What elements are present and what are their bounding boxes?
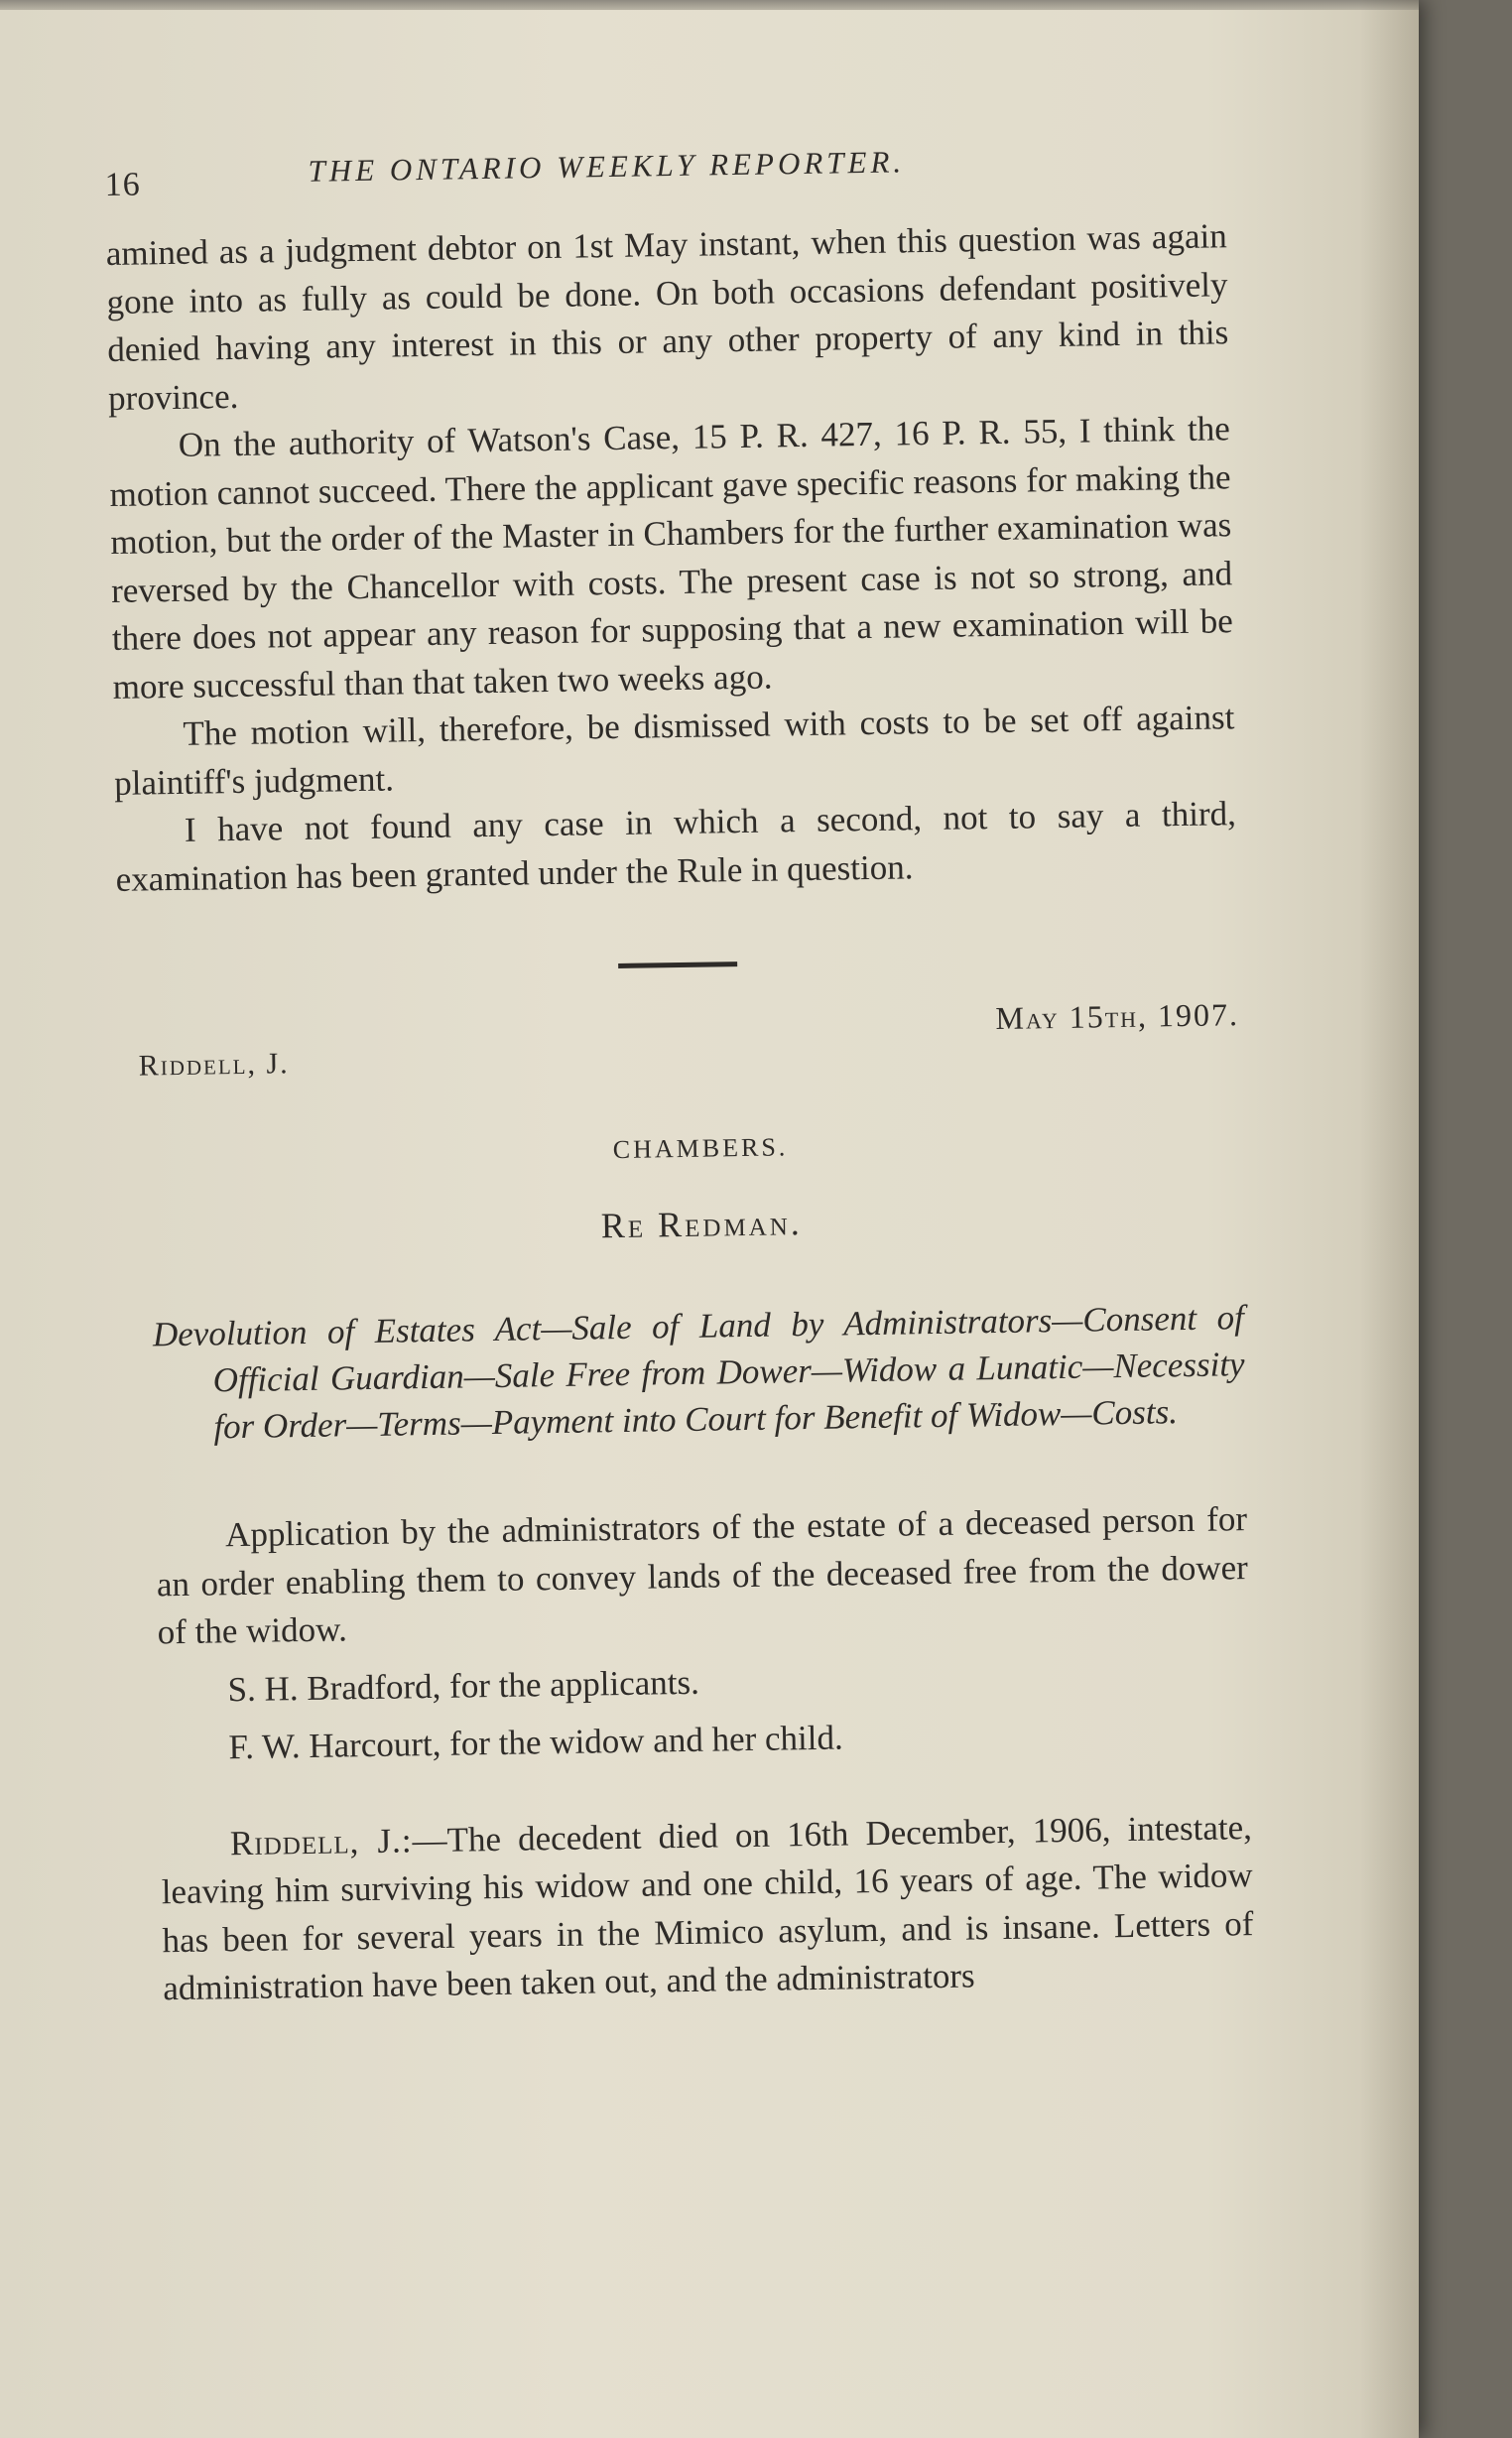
case-title: Re Redman. [600, 1203, 804, 1246]
counsel-applicants: S. H. Bradford, for the applicants. [227, 1662, 700, 1709]
court-label: CHAMBERS. [612, 1132, 789, 1165]
case-date: May 15th, 1907. [995, 996, 1240, 1036]
paragraph-authority: On the authority of Watson's Case, 15 P. R. 427, 16 P. R. 55, I think the motion cannot succeed. There the applicant gave specific reasons for making the motion, but the order of the Master in Chambers for the further examination was reversed by the Chancellor with costs. The present case is not so strong, and there does not appear any reason for supposing that a new examination will be more successful than that taken two weeks ago. [109, 409, 1234, 706]
binding-shadow [1359, 0, 1419, 2438]
application-paragraph: Application by the administrators of the estate of a deceased person for an order enabling them to convey lands of the deceased free from the dower of the widow. [156, 1499, 1249, 1652]
judge-name: Riddell, J. [138, 1047, 290, 1083]
section-divider [618, 962, 737, 968]
judgment-paragraph [161, 1804, 1255, 2013]
judgment-text: —The decedent died on 16th December, 1906, intestate, leaving him surviving his widow and one child, 16 years of age. The widow has been for several years in the Mimico asylum, and is insane. Letters of administration have been taken out, and the administrators [161, 1807, 1254, 2008]
counsel-widow: F. W. Harcourt, for the widow and her child. [228, 1718, 843, 1767]
page-top-edge [0, 0, 1419, 10]
paragraph-not-found: I have not found any case in which a second, not to say a third, examination has been granted under the Rule in question. [115, 794, 1237, 899]
paragraph-dismissed: The motion will, therefore, be dismissed with costs to be set off against plaintiff's judgment. [113, 698, 1235, 803]
case-line [118, 996, 1240, 1103]
running-head [104, 121, 1226, 203]
page-content [104, 121, 1255, 2013]
page-number: 16 [104, 166, 142, 203]
paragraph-continuation: amined as a judgment debtor on 1st May instant, when this question was again gone into as fully as could be done. On both occasions defendant positively denied having any interest in this or any other property of any kind in this province. [105, 216, 1229, 418]
headnote: Devolution of Estates Act—Sale of Land by Administrators—Consent of Official Guardian—Sale Free from Dower—Widow a Lunatic—Necessity for Order—Terms—Payment into Court for Benefit of Widow—Costs. [152, 1298, 1245, 1447]
journal-title: THE ONTARIO WEEKLY REPORTER. [308, 144, 906, 189]
judgment-judge: Riddell, J.: [229, 1820, 413, 1862]
